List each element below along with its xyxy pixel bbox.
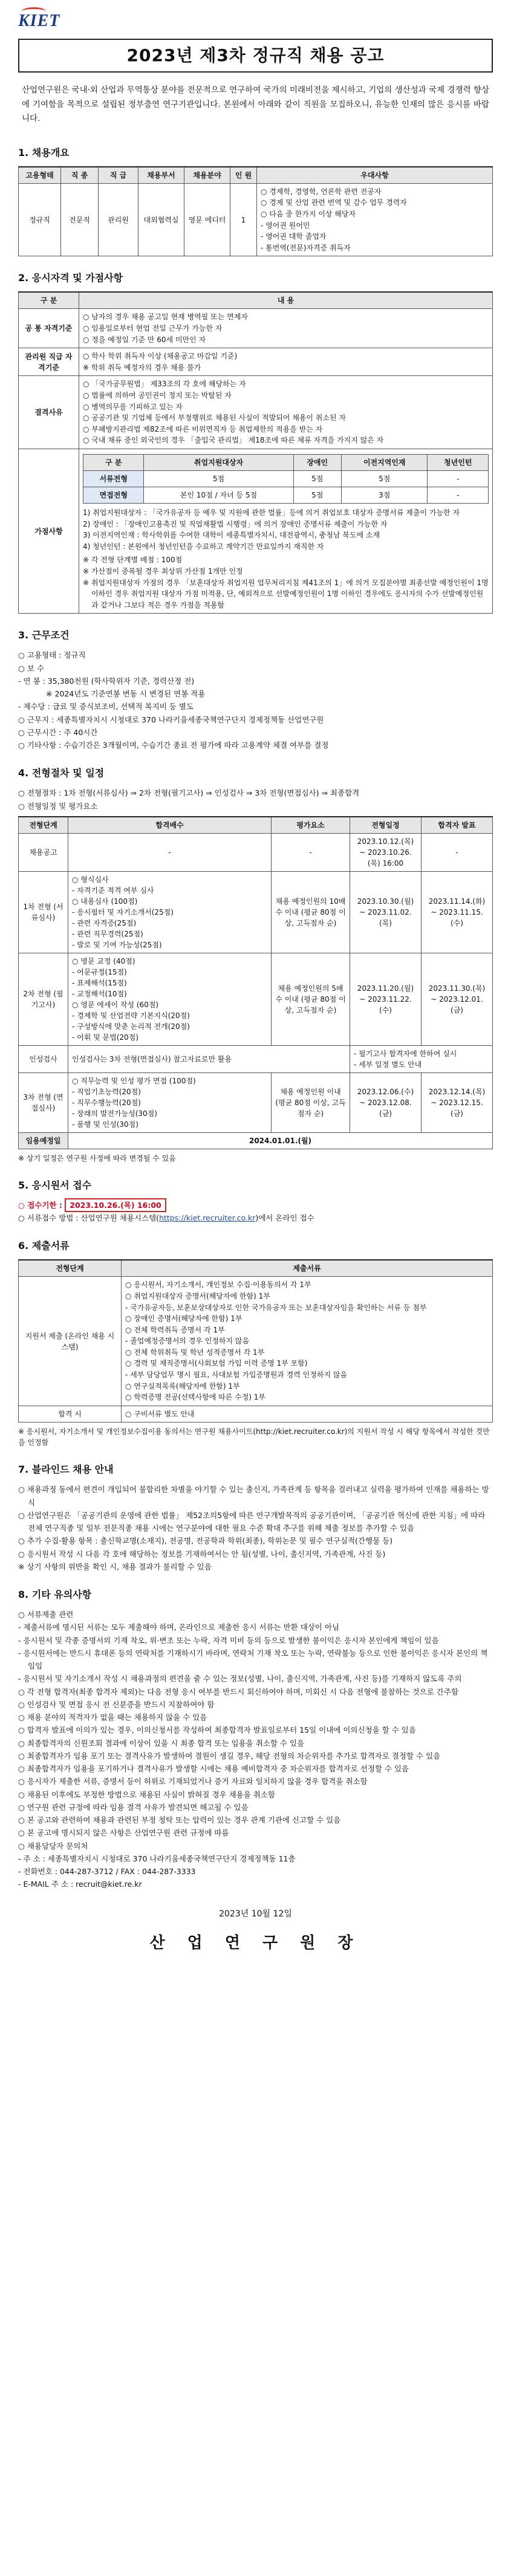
schedule-table (18, 816, 493, 1149)
doc-item: - 국가유공자등, 보훈보상대상자로 인한 국가유공자 또는 보훈대상자임을 확인하는 서류 등 첨부 (125, 1303, 427, 1312)
note-line: ○ 채용담당자 문의처 (18, 1841, 88, 1851)
schedule-row (19, 833, 493, 871)
schedule-stage: 인성검사 (19, 1045, 68, 1072)
pref-item: ○ 경제학, 경영학, 언론학 관련 전공자 (261, 187, 382, 196)
qual-label: 관리원 직급 자격기준 (19, 348, 79, 376)
doc-item: ○ 학력증명 전공(선택사항에 따른 수정) 1부 (125, 1393, 266, 1402)
bonus-note: 3) 이전지역인재 : 학사학위를 수여한 대학이 세종특별자치시, 대전광역시, 충청남 북도에 소재 (83, 531, 380, 540)
deadline-label: ○ 접수기한 : (18, 1200, 65, 1210)
bonus-cell: 3점 (341, 487, 428, 503)
overview-header: 고용형태 (19, 167, 61, 184)
overview-cell: 대외협력실 (138, 183, 184, 256)
schedule-header: 평가요소 (272, 817, 350, 834)
documents-note: ※ 응시원서, 자기소개서 및 개인정보수집이용 동의서는 연구원 채용사이트(http://kiet.recruiter.co.kr)의 지원서 작성 시 해당 항목에서 작성한 것만을 인정함 (18, 1427, 490, 1447)
condition-line: ○ 기타사항 : 수습기간은 3개월이며, 수습기간 종료 전 평가에 따라 고용계약 체결 여부를 결정 (18, 741, 329, 750)
condition-line: ○ 근무시간 : 주 40시간 (18, 727, 98, 737)
schedule-factor: 채용 예정인원의 5배수 이내 (평균 80점 이상, 고득점자 순) (272, 953, 350, 1045)
preferences-cell (257, 183, 493, 256)
intro-paragraph: 산업연구원은 국내·외 산업과 무역통상 분야를 전문적으로 연구하여 국가의 미래비전을 제시하고, 기업의 생산성과 국제 경쟁력 향상에 기여함을 목적으로 설립된 정부출연 연구기관입니다. 본원에서 아래와 같이 직원을 모집하오니, 유능한 인재의 많은 응시를 바랍니다. (22, 85, 489, 124)
qual-row (19, 348, 493, 376)
docs-row (19, 1277, 493, 1406)
section-2-heading: 2. 응시자격 및 가점사항 (18, 272, 123, 284)
schedule-row (19, 1045, 493, 1072)
qual-item: ○ 남자의 경우 채용 공고일 현재 병역필 또는 면제자 (83, 313, 248, 322)
docs-header-row (19, 1260, 493, 1277)
bonus-cell: - (428, 487, 489, 503)
doc-item: ○ 전체 학력취득 증명서 각 1부 (125, 1325, 225, 1334)
other-notes (18, 1608, 493, 1891)
condition-line: ○ 보 수 (18, 663, 45, 673)
bonus-cell: 서류전형 (83, 470, 144, 487)
bonus-note: ※ 가산점이 중복될 경우 최상위 가산점 1개만 인정 (83, 566, 243, 576)
qual-label: 가점사항 (19, 449, 79, 613)
method-line (18, 1212, 493, 1224)
qual-item: ○ 학사 학위 취득자 이상 (채용공고 마감일 기준) (83, 352, 238, 361)
qual-item: ○ 공공기관 및 기업체 등에서 부정행위로 채용된 사실이 적발되어 채용이 취소된 자 (83, 414, 346, 423)
bonus-header: 이전지역인재 (341, 454, 428, 470)
note-line: - 응시원서 및 자기소개서 작성 시 채용과정의 편견을 줄 수 있는 정보(성별, 나이, 출신지역, 가족관계, 사진 등)를 기재하지 않도록 주의 (18, 1674, 462, 1684)
note-line: ○ 서류제출 관련 (18, 1610, 74, 1620)
page-title: 2023년 제3차 정규직 채용 공고 (126, 45, 385, 65)
overview-cell: 정규직 (19, 183, 61, 256)
schedule-row (19, 1072, 493, 1132)
bonus-cell: 면접전형 (83, 487, 144, 503)
note-line: ○ 본 공고에 명시되지 않은 사항은 산업연구원 관련 규정에 따름 (18, 1828, 229, 1838)
schedule-ratio: 인성검사는 3차 전형(면접심사) 참고자료로만 활용 (68, 1045, 350, 1072)
bonus-row (83, 487, 489, 503)
bonus-note: 4) 청년인턴 : 본원에서 청년인턴을 수료하고 계약기간 만료일까지 재직한 자 (83, 542, 324, 551)
schedule-result: - (421, 833, 493, 871)
qual-item: ○ 부패방지관리법 제82조에 따른 비위면직자 등 취업제한의 적용을 받는 자 (83, 424, 323, 433)
docs-header: 전형단계 (19, 1260, 122, 1277)
schedule-ratio: 2024.01.01.(월) (68, 1132, 493, 1149)
overview-header: 채용부서 (138, 167, 184, 184)
bonus-cell: - (428, 470, 489, 487)
schedule-date: 2023.10.30.(월) ~ 2023.11.02.(목) (350, 871, 421, 953)
blind-hiring-info (18, 1483, 493, 1573)
schedule-result: 2023.11.14.(화) ~ 2023.11.15.(수) (421, 871, 493, 953)
schedule-date: 2023.10.12.(목) ~ 2023.10.26.(목) 16:00 (350, 833, 421, 871)
doc-item: ○ 구비서류 별도 안내 (125, 1409, 195, 1418)
note-line: ○ 응시자가 제출한 서류, 증명서 등이 허위로 기재되었거나 증거 자료와 일치하지 않을 경우 합격을 취소함 (18, 1777, 368, 1786)
pref-item: - 영어권 대학 졸업자 (261, 232, 327, 241)
doc-item: ○ 경력 및 재직증명서(사회보험 가입 이력 증명 1부 포함) (125, 1359, 308, 1368)
overview-header: 직 급 (99, 167, 138, 184)
schedule-stage: 1차 전형 (서류심사) (19, 871, 68, 953)
note-line: ○ 최종합격자가 임용 포기 또는 결격사유가 발생하여 결원이 생길 경우, 해당 전형의 차순위자를 추가로 합격자로 결정할 수 있음 (18, 1751, 441, 1760)
schedule-header: 전형일정 (350, 817, 421, 834)
condition-line: - 연 봉 : 35,380천원 (학사학위자 기준, 경력산정 전) (18, 676, 195, 686)
overview-cell: 관리원 (99, 183, 138, 256)
note-line: ○ 최종합격자의 신원조회 결과에 이상이 있을 시 최종 합격 또는 임용을 취소할 수 있음 (18, 1738, 305, 1748)
application-info (18, 1199, 493, 1225)
note-line: ○ 인성검사 및 면접 응시 전 신분증을 반드시 지참하여야 함 (18, 1699, 215, 1709)
schedule-result: 2023.12.14.(목) ~ 2023.12.15.(금) (421, 1072, 493, 1132)
qual-label: 결격사유 (19, 376, 79, 449)
condition-line: ※ 2024년도 기준연봉 변동 시 변경된 연봉 적용 (46, 689, 206, 699)
bonus-cell: 본인 10점 / 자녀 등 5점 (144, 487, 293, 503)
schedule-factor: 채용 예정인원 이내 (평균 80점 이상, 고득점자 순) (272, 1072, 350, 1132)
qual-row (19, 376, 493, 449)
schedule-date: - 필기고사 합격자에 한하여 실시 - 세부 일정 별도 안내 (350, 1045, 493, 1072)
schedule-row (19, 953, 493, 1045)
note-line: - 응시원서 및 각종 증명서의 기재 착오, 위·변조 또는 누락, 자격 미비 등의 등으로 발생한 불이익은 응시자 본인에게 책임이 있음 (18, 1635, 439, 1645)
bonus-header-row (83, 454, 489, 470)
process-line: ○ 전형절차 : 1차 전형(서류심사) ⇒ 2차 전형(필기고사) ⇒ 인성검사 ⇒ 3차 전형(면접심사) ⇒ 최종합격 (18, 788, 360, 798)
method-tail: )에서 온라인 접수 (255, 1213, 314, 1223)
schedule-row (19, 871, 493, 953)
bonus-note: ※ 각 전형 단계별 배점 : 100점 (83, 556, 183, 565)
schedule-stage: 3차 전형 (면접심사) (19, 1072, 68, 1132)
qual-item: ○ 정을 예정일 기준 만 60세 미만인 자 (83, 335, 206, 344)
docs-content (122, 1277, 493, 1406)
condition-line: ○ 근무지 : 세종특별자치시 시청대로 370 나라키움세종국책연구단지 경제정책동 산업연구원 (18, 715, 324, 724)
schedule-date: 2023.11.20.(월) ~ 2023.11.22.(수) (350, 953, 421, 1045)
bonus-cell: 5점 (341, 470, 428, 487)
overview-header: 인 원 (230, 167, 257, 184)
kiet-logo (18, 0, 493, 34)
pref-item: ○ 경제 및 산업 관련 번역 및 감수 업무 경력자 (261, 198, 407, 207)
bonus-cell: 5점 (293, 470, 341, 487)
qual-item: ※ 학위 취득 예정자의 경우 채용 불가 (83, 363, 201, 372)
qual-content (79, 309, 493, 348)
schedule-stage: 임용예정일 (19, 1132, 68, 1149)
title-box (18, 39, 493, 73)
section-6-heading: 6. 제출서류 (18, 1240, 70, 1252)
schedule-row (19, 1132, 493, 1149)
method-label: ○ 서류접수 방법 : 산업연구원 채용시스템( (18, 1213, 160, 1223)
qual-row (19, 309, 493, 348)
qualification-table (18, 291, 493, 614)
schedule-ratio: - (68, 833, 272, 871)
process-line: ○ 전형일정 및 평가요소 (18, 801, 98, 811)
qual-row (19, 449, 493, 613)
docs-header: 제출서류 (122, 1260, 493, 1277)
bonus-header: 취업지원대상자 (144, 454, 293, 470)
overview-cell: 1 (230, 183, 257, 256)
qual-content (79, 348, 493, 376)
schedule-ratio: ○ 직무능력 및 인성 평가 면접 (100점) - 직업기초능력(20점) - 직무수행능력(20점) - 장래의 발전가능성(30점) - 품행 및 인성(30점) (68, 1072, 272, 1132)
schedule-factor: 채용 예정인원의 10배수 이내 (평균 80점 이상, 고득점자 순) (272, 871, 350, 953)
section-5-heading: 5. 응시원서 접수 (18, 1179, 92, 1191)
overview-header-row (19, 167, 493, 184)
bonus-header: 청년인턴 (428, 454, 489, 470)
schedule-header-row (19, 817, 493, 834)
note-line: ○ 각 전형 합격자(최종 합격자 제외)는 다음 전형 응시 여부를 반드시 회신하여야 하며, 미회신 시 다음 전형에 불참하는 것으로 간주함 (18, 1687, 459, 1696)
qual-item: ○ 법률에 의하여 공민권이 정지 또는 박탈된 자 (83, 391, 232, 400)
docs-label: 지원서 제출 (온라인 채용 시스템) (19, 1277, 122, 1406)
logo-text: KIET (18, 11, 60, 30)
overview-header: 직 종 (61, 167, 99, 184)
schedule-ratio: ○ 형식심사 - 자격기준 적격 여부 심사 ○ 내용심사 (100점) - 응시필터 및 자기소개서(25점) - 관련 자격증(25점) - 관련 직무경력(25점) - 발로 및 기여 가능성(25점) (68, 871, 272, 953)
condition-line: ○ 고용형태 : 정규직 (18, 650, 86, 660)
bonus-note: ※ 취업지원대상자 가점의 경우 「보훈대상자 취업지원 업무처리지침 제41조의 1」에 의거 모집분야별 최종선발 예정인원이 1명 이하인 경우 취업지원 대상자 가점 미적용, 단, 예외적으로 선발예정인원이 1명 이하인 경우에도 응시자의 수가 선발예정인원과 같거나 그보다 적은 경우 가점을 적용함 (83, 578, 489, 609)
bonus-row (83, 470, 489, 487)
note-line: - E-MAIL 주 소 : recruit@kiet.re.kr (18, 1880, 142, 1889)
qual-content (79, 376, 493, 449)
doc-item: ○ 전체 학위취득 및 학년 성적증명서 각 1부 (125, 1348, 265, 1357)
schedule-header: 합격배수 (68, 817, 272, 834)
schedule-stage: 2차 전형 (필기고사) (19, 953, 68, 1045)
overview-row (19, 183, 493, 256)
qual-content (79, 449, 493, 613)
section-3-heading: 3. 근무조건 (18, 629, 70, 641)
blind-line: ○ 추가 수집·활용 항목 : 출신학교명(소재지), 전공명, 전공학과 학위(최종), 학위논문 및 필수 연구실적(간행물 등) (18, 1536, 393, 1546)
logo-arc-icon (22, 7, 46, 16)
section-7-heading: 7. 블라인드 채용 안내 (18, 1464, 114, 1476)
section-1-heading: 1. 채용개요 (18, 146, 70, 158)
bonus-header: 구 분 (83, 454, 144, 470)
qual-item: ○ 병역의무를 기피하고 있는 자 (83, 402, 183, 411)
overview-cell: 전문직 (61, 183, 99, 256)
schedule-ratio: ○ 영문 교정 (40점) - 어문규정(15점) - 표제해석(15점) - 교정해석(10점) ○ 영문 에세이 작성 (60점) - 경제학 및 산업전략 기본지식(20점) - 구성방식에 맞춘 논리적 전개(20점) - 어휘 및 문법(20점) (68, 953, 272, 1045)
schedule-header: 합격자 발표 (421, 817, 493, 834)
qual-item: ○ 임용일로부터 현업 전일 근무가 가능한 자 (83, 324, 223, 333)
qual-item: ○ 「국가공무원법」 제33조의 각 호에 해당하는 자 (83, 380, 246, 389)
overview-table (18, 166, 493, 257)
overview-cell: 영문 에디터 (184, 183, 230, 256)
note-line: ○ 채용 분야의 적격자가 없을 때는 채용하지 않을 수 있음 (18, 1713, 207, 1722)
section-8-heading: 8. 기타 유의사항 (18, 1589, 92, 1601)
blind-line: ○ 산업연구원은 「공공기관의 운영에 관한 법률」 제52조의5항에 따른 연구개발목적의 공공기관이며, 「공공기관 혁신에 관한 지침」에 따라 전체 연구직종 및 일부 전문직종 채용 시에는 연구분야에 대한 필요 수준 확대 추구를 위해 제출 정보를 추가할 수 있음 (18, 1510, 486, 1533)
deadline-value: 2023.10.26.(목) 16:00 (65, 1198, 166, 1212)
pref-item: ○ 다음 중 한가지 이상 해당자 (261, 210, 356, 219)
qual-header: 구 분 (19, 292, 79, 309)
note-line: ○ 연구원 관련 규정에 따라 임용 결격 사유가 발견되면 해고될 수 있음 (18, 1802, 249, 1812)
schedule-result: 2023.11.30.(목) ~ 2023.12.01.(금) (421, 953, 493, 1045)
qual-header: 내 용 (79, 292, 493, 309)
deadline-line (18, 1199, 493, 1212)
bonus-cell: 5점 (293, 487, 341, 503)
condition-line: - 제수당 : 급료 및 증식보조비, 선택적 복지비 등 별도 (18, 702, 194, 712)
section-4-heading: 4. 전형절차 및 일정 (18, 767, 105, 779)
overview-header: 우대사항 (257, 167, 493, 184)
pref-item: - 영어권 원어민 (261, 221, 310, 230)
bonus-cell: 5점 (144, 470, 293, 487)
schedule-factor: - (272, 833, 350, 871)
footer-date: 2023년 10월 12일 (219, 1909, 292, 1919)
footer-signature: 산 업 연 구 원 장 (149, 1933, 362, 1952)
bonus-table (83, 454, 489, 504)
blind-line: ○ 응시원서 작성 시 다음 각 호에 해당하는 정보를 기재하여서는 안 됨(성별, 나이, 출신지역, 가족관계, 사진 등) (18, 1549, 386, 1559)
overview-header: 채용분야 (184, 167, 230, 184)
schedule-header: 전형단계 (19, 817, 68, 834)
doc-item: ○ 연구실적목록(해당자에 한함) 1부 (125, 1381, 240, 1390)
schedule-note: ※ 상기 일정은 연구원 사정에 따라 변경될 수 있음 (18, 1153, 176, 1163)
pref-item: - 통번역(전문)자격증 취득자 (261, 243, 351, 252)
note-line: ○ 최종합격자가 임용을 포기하거나 결격사유가 발생할 시에는 채용 예비합격자 중 차순위자를 합격자로 선정할 수 있음 (18, 1764, 409, 1774)
doc-item: - 졸업예정증명서의 경우 인정하지 않음 (125, 1337, 250, 1346)
doc-item: ○ 취업지원대상자 증명서(해당자에 한함) 1부 (125, 1291, 270, 1300)
process-text (18, 787, 493, 813)
schedule-stage: 채용공고 (19, 833, 68, 871)
bonus-note: 2) 장애인 : 「장애인고용촉진 및 직업재활법 시행령」에 의거 장애인 증명서류 제출이 가능한 자 (83, 519, 388, 528)
note-line: - 전화번호 : 044-287-3712 / FAX : 044-287-3333 (18, 1867, 196, 1877)
doc-item: - 세부 담당업무 명시 필요, 사대보험 가입증명원과 경력 인정하지 않음 (125, 1371, 348, 1380)
doc-item: ○ 응시원서, 자기소개서, 개인정보 수집·이용동의서 각 1부 (125, 1280, 311, 1290)
note-line: - 응시원서에는 반드시 휴대폰 등의 연락처를 기재하시기 바라며, 연락처 기재 착오 또는 누락, 연락불능 등으로 인한 불이익은 응시자 본인의 책임임 (18, 1648, 488, 1671)
note-line: - 주 소 : 세종특별자치시 시청대로 370 나라키움세종국책연구단지 경제정책동 11층 (18, 1854, 296, 1863)
blind-line: ※ 상기 사항의 위반을 확인 시, 채용 결과가 불리할 수 있음 (18, 1562, 212, 1571)
note-line: ○ 채용된 이후에도 부정한 방법으로 채용된 사실이 밝혀질 경우 채용을 취소함 (18, 1789, 275, 1799)
docs-row (19, 1406, 493, 1423)
kiet-logo-mark (18, 8, 70, 29)
doc-item: ○ 장애인 증명서(해당자에 한함) 1부 (125, 1314, 242, 1323)
recruit-link[interactable]: https://kiet.recruiter.co.kr (159, 1213, 256, 1223)
docs-content (122, 1406, 493, 1423)
note-line: ○ 합격자 발표에 이의가 있는 경우, 이의신청서를 작성하여 최종합격자 발표일로부터 15일 이내에 이의신청을 할 수 있음 (18, 1725, 416, 1735)
bonus-note: 1) 취업지원대상자 : 「국가유공자 등 예우 및 지원에 관한 법률」등에 의거 취업보호 대상자 증명서류 제출이 가능한 자 (83, 508, 460, 517)
qual-header-row (19, 292, 493, 309)
documents-table (18, 1259, 493, 1423)
work-conditions (18, 649, 493, 751)
qual-label: 공 통 자격기준 (19, 309, 79, 348)
note-line: - 제출서류에 명시된 서류는 모두 제출해야 하며, 온라인으로 제출한 응시 서류는 반환 대상이 아님 (18, 1623, 340, 1632)
blind-line: ○ 채용과정 동에서 편견이 개입되어 불합리한 차별을 야기할 수 있는 출신지, 가족관계 등 항목을 걸러내고 실력을 평가하여 인재를 채용하는 방식 (18, 1485, 489, 1507)
bonus-header: 장애인 (293, 454, 341, 470)
schedule-date: 2023.12.06.(수) ~ 2023.12.08.(금) (350, 1072, 421, 1132)
docs-label: 합격 시 (19, 1406, 122, 1423)
note-line: ○ 본 공고와 관련하여 채용과 관련된 부정 청탁 또는 압력이 있는 경우 관계 기관에 신고할 수 있음 (18, 1815, 341, 1825)
qual-item: ○ 국내 채류 중인 외국인의 경우 「출입국 관리법」 제18조에 따른 체류 자격을 가지지 않은 자 (83, 436, 384, 445)
